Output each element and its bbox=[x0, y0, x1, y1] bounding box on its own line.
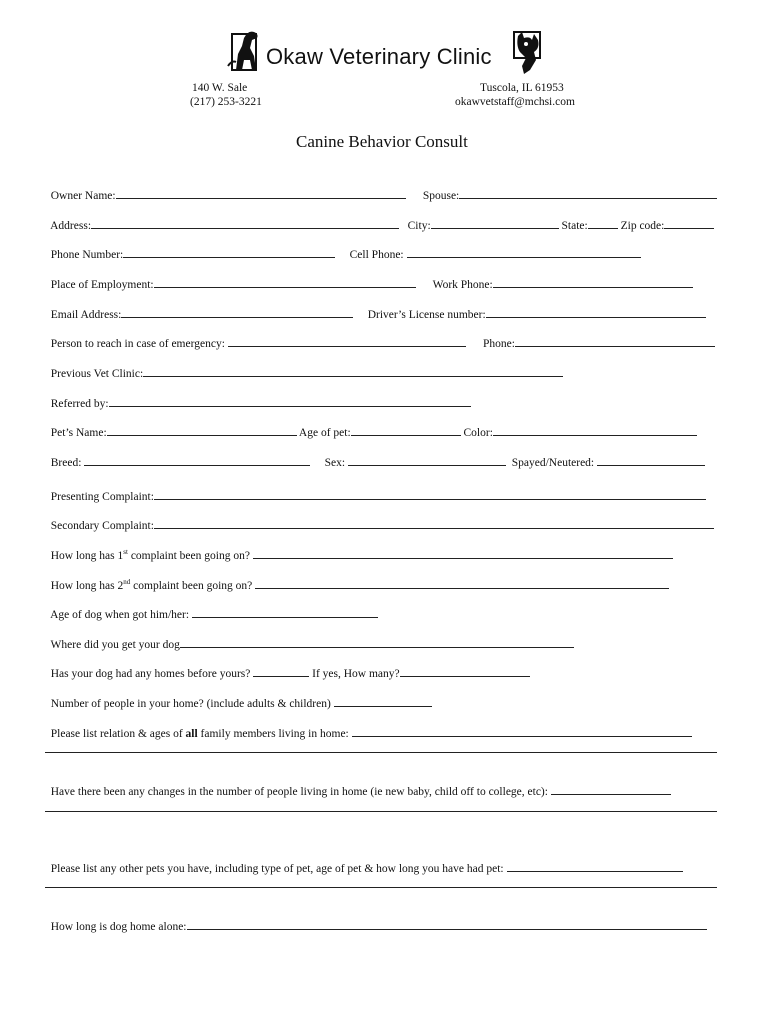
people-count-label: Number of people in your home? (include adults & children) bbox=[50, 698, 334, 710]
emergency-label: Person to reach in case of emergency: bbox=[50, 338, 228, 350]
phone-number-label: Phone Number: bbox=[50, 249, 124, 261]
row-people-count bbox=[45, 681, 432, 711]
city-label: City: bbox=[407, 220, 431, 232]
row-address bbox=[45, 203, 714, 233]
age-got-label: Age of dog when got him/her: bbox=[50, 609, 192, 621]
family-field-continued[interactable] bbox=[45, 752, 717, 753]
row-previous-homes bbox=[45, 651, 530, 681]
family-field[interactable] bbox=[352, 725, 692, 737]
second-duration-label-pre: How long has 2 bbox=[50, 580, 124, 592]
sex-label: Sex: bbox=[324, 457, 348, 469]
emergency-field[interactable] bbox=[228, 335, 466, 347]
referred-by-label: Referred by: bbox=[50, 398, 109, 410]
color-field[interactable] bbox=[493, 424, 697, 436]
owner-name-field[interactable] bbox=[116, 187, 406, 199]
form-title: Canine Behavior Consult bbox=[296, 132, 468, 151]
breed-label: Breed: bbox=[50, 457, 85, 469]
other-pets-field-continued[interactable] bbox=[45, 887, 717, 888]
other-pets-label: Please list any other pets you have, including type of pet, age of pet & how long you have had pet: bbox=[50, 863, 507, 875]
family-label-post: family members living in home: bbox=[197, 728, 352, 740]
age-got-field[interactable] bbox=[192, 606, 378, 618]
pet-age-label: Age of pet: bbox=[298, 427, 351, 439]
row-employment bbox=[45, 262, 693, 292]
row-emergency bbox=[45, 321, 715, 351]
row-other-pets bbox=[45, 846, 683, 876]
pet-name-label: Pet’s Name: bbox=[50, 427, 107, 439]
state-field[interactable] bbox=[588, 217, 618, 229]
where-got-field[interactable] bbox=[180, 636, 574, 648]
presenting-field[interactable] bbox=[154, 488, 706, 500]
previous-homes-field[interactable] bbox=[253, 665, 309, 677]
emergency-phone-label: Phone: bbox=[483, 338, 515, 350]
changes-label: Have there been any changes in the number of people living in home (ie new baby, child off to college, etc): bbox=[50, 786, 551, 798]
cell-phone-field[interactable] bbox=[407, 246, 641, 258]
how-many-field[interactable] bbox=[400, 665, 530, 677]
employment-label: Place of Employment: bbox=[50, 279, 154, 291]
previous-vet-label: Previous Vet Clinic: bbox=[50, 368, 144, 380]
clinic-name: Okaw Veterinary Clinic bbox=[266, 44, 492, 69]
home-alone-field[interactable] bbox=[187, 918, 707, 930]
pet-age-field[interactable] bbox=[351, 424, 461, 436]
row-email bbox=[45, 292, 706, 322]
row-age-got bbox=[45, 592, 378, 622]
sex-field[interactable] bbox=[348, 454, 506, 466]
row-secondary bbox=[45, 503, 714, 533]
spayed-field[interactable] bbox=[597, 454, 705, 466]
first-duration-sup: st bbox=[123, 548, 128, 557]
secondary-label: Secondary Complaint: bbox=[50, 520, 154, 532]
license-label: Driver’s License number: bbox=[367, 309, 486, 321]
emergency-phone-field[interactable] bbox=[515, 335, 715, 347]
row-second-duration bbox=[45, 563, 669, 593]
row-phone bbox=[45, 232, 641, 262]
people-count-field[interactable] bbox=[334, 695, 432, 707]
clinic-email: okawvetstaff@mchsi.com bbox=[455, 96, 575, 108]
first-duration-label-post: complaint been going on? bbox=[127, 550, 253, 562]
first-duration-label-pre: How long has 1 bbox=[50, 550, 124, 562]
row-owner bbox=[45, 173, 717, 203]
work-phone-field[interactable] bbox=[493, 276, 693, 288]
second-duration-sup: nd bbox=[123, 578, 131, 587]
row-first-duration bbox=[45, 533, 673, 563]
first-duration-field[interactable] bbox=[253, 547, 673, 559]
changes-field-continued[interactable] bbox=[45, 811, 717, 812]
clinic-street: 140 W. Sale bbox=[192, 82, 248, 94]
address-field[interactable] bbox=[91, 217, 399, 229]
email-label: Email Address: bbox=[50, 309, 122, 321]
how-many-label: If yes, How many? bbox=[309, 668, 400, 680]
employment-field[interactable] bbox=[154, 276, 416, 288]
owner-name-label: Owner Name: bbox=[50, 190, 116, 202]
breed-field[interactable] bbox=[84, 454, 310, 466]
cell-phone-label: Cell Phone: bbox=[349, 249, 407, 261]
row-home-alone bbox=[45, 904, 707, 934]
zip-label: Zip code: bbox=[620, 220, 665, 232]
city-field[interactable] bbox=[431, 217, 559, 229]
secondary-field[interactable] bbox=[154, 517, 714, 529]
row-pet bbox=[45, 410, 697, 440]
zip-field[interactable] bbox=[664, 217, 714, 229]
license-field[interactable] bbox=[486, 306, 706, 318]
previous-homes-label: Has your dog had any homes before yours? bbox=[50, 668, 254, 680]
cat-icon bbox=[510, 30, 546, 76]
family-label-bold: all bbox=[185, 728, 198, 740]
row-previous-vet bbox=[45, 351, 563, 381]
row-referred bbox=[45, 381, 471, 411]
second-duration-field[interactable] bbox=[255, 577, 669, 589]
row-family bbox=[45, 711, 692, 741]
where-got-label: Where did you get your dog bbox=[50, 639, 180, 651]
spayed-label: Spayed/Neutered: bbox=[511, 457, 597, 469]
previous-vet-field[interactable] bbox=[143, 365, 563, 377]
row-where-got bbox=[45, 622, 574, 652]
row-changes bbox=[45, 769, 671, 799]
family-label-pre: Please list relation & ages of bbox=[50, 728, 186, 740]
dog-icon bbox=[226, 26, 264, 74]
clinic-logo bbox=[226, 26, 546, 78]
color-label: Color: bbox=[463, 427, 493, 439]
home-alone-label: How long is dog home alone: bbox=[50, 921, 187, 933]
referred-by-field[interactable] bbox=[109, 395, 471, 407]
clinic-city: Tuscola, IL 61953 bbox=[480, 82, 564, 94]
pet-name-field[interactable] bbox=[107, 424, 297, 436]
presenting-label: Presenting Complaint: bbox=[50, 491, 154, 503]
spouse-field[interactable] bbox=[459, 187, 717, 199]
email-field[interactable] bbox=[121, 306, 353, 318]
spouse-label: Spouse: bbox=[422, 190, 460, 202]
row-presenting bbox=[45, 474, 706, 504]
second-duration-label-post: complaint been going on? bbox=[130, 580, 256, 592]
row-breed bbox=[45, 440, 705, 470]
address-label: Address: bbox=[50, 220, 92, 232]
changes-field[interactable] bbox=[551, 783, 671, 795]
state-label: State: bbox=[561, 220, 588, 232]
clinic-phone: (217) 253-3221 bbox=[190, 96, 262, 108]
phone-number-field[interactable] bbox=[123, 246, 335, 258]
work-phone-label: Work Phone: bbox=[432, 279, 493, 291]
other-pets-field[interactable] bbox=[507, 860, 683, 872]
